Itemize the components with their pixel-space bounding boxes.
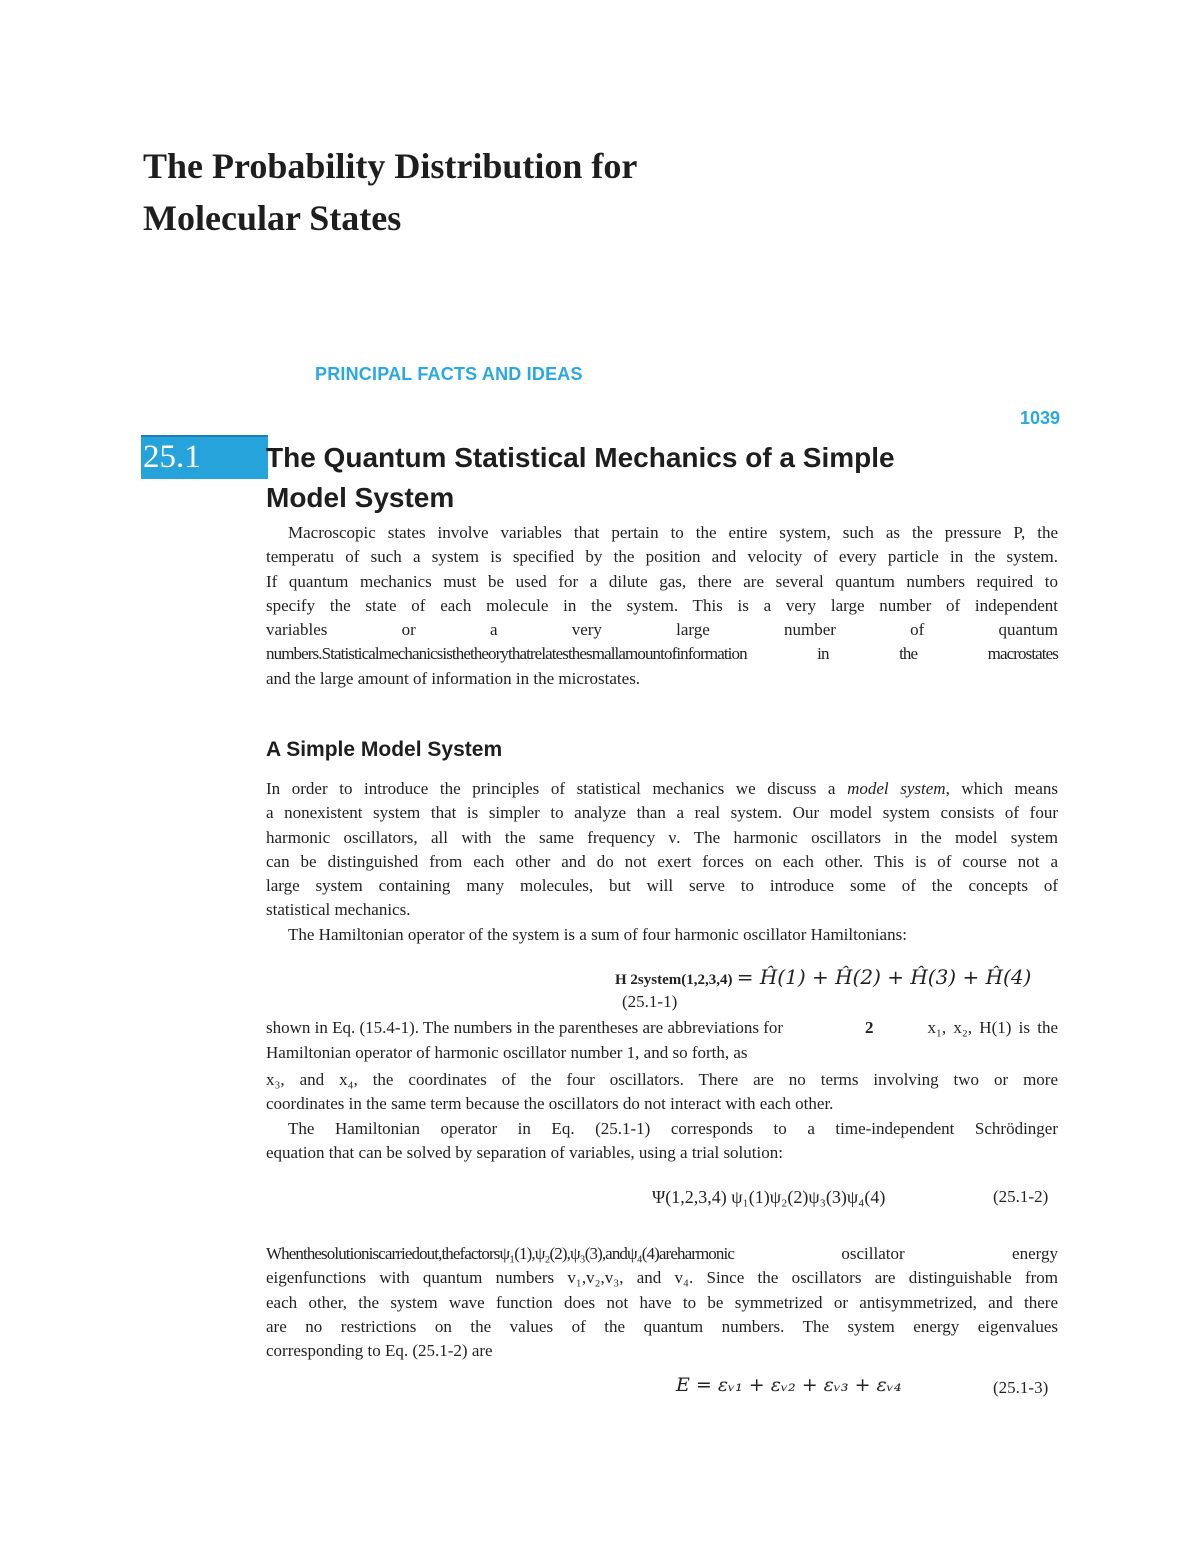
eq1-rhs: = Ĥ(1) + Ĥ(2) + Ĥ(3) + Ĥ(4) bbox=[736, 965, 1032, 989]
intro-line: and the large amount of information in the microstates. bbox=[266, 668, 641, 688]
page-number: 1039 bbox=[1019, 408, 1060, 428]
intro-line: variables or a very large number of quantum bbox=[266, 620, 1058, 640]
eq1-lhs: H 2system(1,2,3,4) bbox=[615, 972, 733, 988]
after-eq2-line: corresponding to Eq. (25.1-2) are bbox=[266, 1341, 493, 1361]
model-line bbox=[266, 777, 1058, 801]
principal-facts-label: PRINCIPAL FACTS AND IDEAS bbox=[315, 364, 583, 384]
after-eq2-text: Whenthesolutioniscarriedout,thefactorsψ₁(1),ψ₂(2),ψ₃(3),andψ₄(4)areharmonic bbox=[266, 1244, 734, 1263]
after-eq1-line: The Hamiltonian operator in Eq. (25.1-1) corresponds to a time-independent Schrödinger bbox=[288, 1118, 1058, 1138]
eq2-label: (25.1-2) bbox=[993, 1187, 1049, 1206]
chapter-title bbox=[143, 140, 843, 244]
equation-25-1-2: Ψ(1,2,3,4) ψ₁(1)ψ₂(2)ψ₃(3)ψ₄(4) bbox=[652, 1187, 886, 1207]
after-eq1-paragraph bbox=[266, 1068, 1058, 1165]
model-line: harmonic oscillators, all with the same frequency ν. The harmonic oscillators in the model system bbox=[266, 827, 1058, 847]
intro-line: If quantum mechanics must be used for a dilute gas, there are several quantum numbers required to bbox=[266, 571, 1058, 591]
intro-paragraph bbox=[266, 521, 1058, 691]
model-line: The Hamiltonian operator of the system is a sum of four harmonic oscillator Hamiltonians: bbox=[288, 924, 907, 944]
after-eq2-text: oscillator bbox=[841, 1244, 905, 1263]
after-eq2-line: each other, the system wave function does not have to be symmetrized or antisymmetrized, and there bbox=[266, 1292, 1058, 1312]
section-number: 25.1 bbox=[143, 439, 201, 475]
model-line: statistical mechanics. bbox=[266, 900, 411, 920]
after-eq1-bold-digit: 2 bbox=[865, 1018, 874, 1037]
model-line-text: , which means bbox=[945, 779, 1058, 798]
after-eq2-line: eigenfunctions with quantum numbers v₁,v₂,v₃, and v₄. Since the oscillators are distinguishable from bbox=[266, 1268, 1058, 1288]
after-eq2-line bbox=[266, 1242, 1058, 1266]
after-eq1-line: x₃, and x₄, the coordinates of the four oscillators. There are no terms involving two or more bbox=[266, 1070, 1058, 1089]
after-eq2-text: energy bbox=[1012, 1244, 1058, 1263]
section-title-line-2: Model System bbox=[266, 482, 455, 513]
equation-25-1-3: E = εᵥ₁ + εᵥ₂ + εᵥ₃ + εᵥ₄ bbox=[676, 1374, 902, 1396]
model-line-text: In order to introduce the principles of statistical mechanics we discuss a bbox=[266, 779, 848, 798]
after-eq2-line: are no restrictions on the values of the quantum numbers. The system energy eigenvalues bbox=[266, 1316, 1058, 1336]
model-line: large system containing many molecules, but will serve to introduce some of the concepts of bbox=[266, 876, 1058, 896]
intro-line: Macroscopic states involve variables that pertain to the entire system, such as the pressure P, the bbox=[288, 523, 1058, 542]
model-paragraph bbox=[266, 777, 1058, 947]
section-title-line-1: The Quantum Statistical Mechanics of a Simple bbox=[266, 442, 895, 473]
chapter-title-line-2: Molecular States bbox=[143, 198, 402, 238]
after-eq1-line: coordinates in the same term because the oscillators do not interact with each other. bbox=[266, 1094, 834, 1114]
eq3-label: (25.1-3) bbox=[993, 1378, 1049, 1397]
eq1-label: (25.1-1) bbox=[622, 992, 678, 1011]
model-system-term: model system bbox=[847, 779, 946, 798]
chapter-title-line-1: The Probability Distribution for bbox=[143, 146, 638, 186]
intro-line: specify the state of each molecule in the system. This is a very large number of independent bbox=[266, 595, 1058, 615]
intro-line: temperatu of such a system is specified by the position and velocity of every particle in the system. bbox=[266, 547, 1058, 567]
equation-25-1-1 bbox=[615, 965, 1031, 989]
after-eq1-line: x₁, x₂, H(1) is the bbox=[927, 1018, 1058, 1037]
intro-line: numbers.Statisticalmechanicsisthetheorythatrelatesthesmallamountofinformation in the macrostates bbox=[266, 644, 1058, 664]
after-eq1-line: shown in Eq. (15.4-1). The numbers in the parentheses are abbreviations for bbox=[266, 1018, 784, 1037]
after-eq1-line: equation that can be solved by separation of variables, using a trial solution: bbox=[266, 1142, 783, 1162]
subsection-title: A Simple Model System bbox=[266, 738, 503, 761]
after-eq1-line: Hamiltonian operator of harmonic oscillator number 1, and so forth, as bbox=[266, 1043, 748, 1062]
model-line: a nonexistent system that is simpler to analyze than a real system. Our model system consists of four bbox=[266, 803, 1058, 823]
model-line: can be distinguished from each other and do not exert forces on each other. This is of course not a bbox=[266, 851, 1058, 871]
after-eq2-paragraph bbox=[266, 1242, 1058, 1363]
section-title bbox=[266, 438, 1056, 518]
